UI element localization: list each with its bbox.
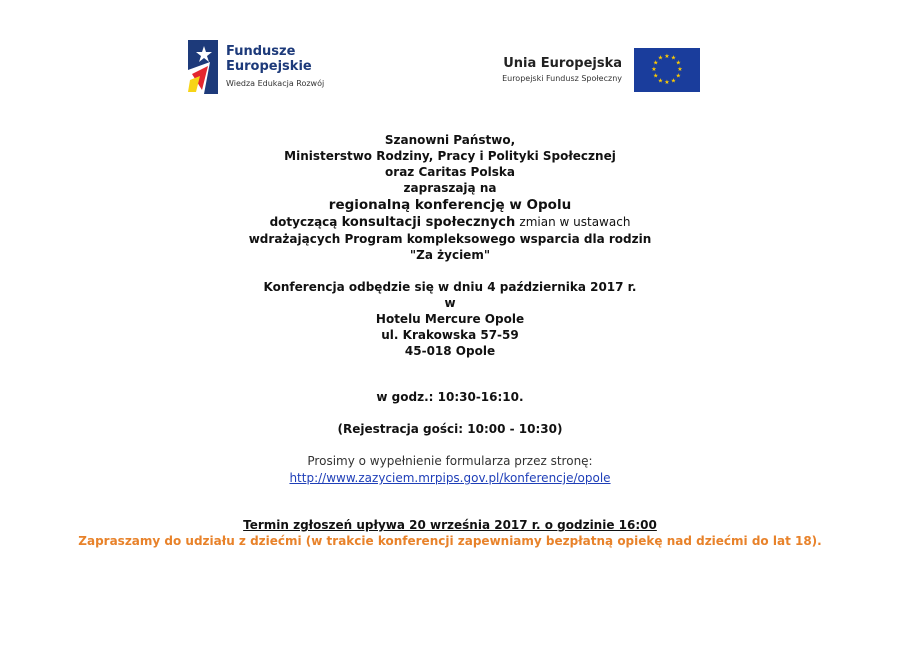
hours: w godz.: 10:30-16:10.: [376, 390, 524, 404]
svg-text:★: ★: [651, 66, 657, 73]
svg-text:★: ★: [675, 59, 681, 67]
fundusze-europejskie-logo: [188, 40, 358, 96]
ministry-name: Ministerstwo Rodziny, Pracy i Polityki Społecznej: [284, 149, 616, 163]
invitation-letter: [0, 132, 900, 549]
svg-text:★: ★: [653, 72, 659, 80]
venue-city: 45-018 Opole: [404, 344, 496, 358]
event-title: regionalną konferencję w Opolu: [328, 197, 572, 213]
ue-logo-title: Unia Europejska: [503, 56, 622, 71]
topic-line-1b: konsultacji społecznych: [341, 215, 516, 230]
svg-text:★: ★: [670, 54, 677, 62]
eu-flag-icon: [634, 48, 700, 92]
invite-verb: zapraszają na: [403, 181, 497, 195]
caritas-name: oraz Caritas Polska: [385, 165, 515, 179]
greeting: Szanowni Państwo,: [384, 133, 516, 147]
venue-preposition: w: [444, 296, 456, 310]
program-name: "Za życiem": [409, 248, 491, 262]
unia-europejska-logo: [486, 46, 700, 94]
topic-line-1: [0, 214, 900, 231]
date-line: Konferencja odbędzie się w dniu 4 października 2017 r.: [263, 280, 637, 294]
fe-logo-line1: Fundusze: [226, 44, 296, 59]
ue-logo-subtitle: Europejski Fundusz Społeczny: [502, 74, 622, 83]
topic-line-1a: dotyczącą: [269, 215, 338, 229]
topic-line-1c: zmian w ustawach: [519, 215, 631, 229]
fe-logo-text: [226, 44, 324, 91]
venue-name: Hotelu Mercure Opole: [375, 312, 525, 326]
children-note: Zapraszamy do udziału z dziećmi (w trakcie konferencji zapewniamy bezpłatną opiekę nad dziećmi do lat 18).: [78, 534, 822, 548]
svg-text:★: ★: [677, 66, 683, 73]
registration-link[interactable]: http://www.zazyciem.mrpips.gov.pl/konferencje/opole: [289, 471, 611, 485]
svg-text:★: ★: [657, 77, 664, 85]
svg-text:★: ★: [670, 77, 677, 85]
svg-text:★: ★: [657, 54, 664, 62]
svg-text:★: ★: [664, 53, 670, 60]
registration-time: (Rejestracja gości: 10:00 - 10:30): [337, 422, 563, 436]
registration-deadline: Termin zgłoszeń upływa 20 września 2017 r. o godzinie 16:00: [243, 518, 657, 532]
svg-text:★: ★: [664, 79, 670, 86]
fe-logo-tagline: Wiedza Edukacja Rozwój: [226, 79, 325, 88]
topic-line-2: wdrażających Program kompleksowego wsparcia dla rodzin: [248, 232, 652, 246]
svg-text:★: ★: [675, 72, 681, 80]
svg-text:★: ★: [653, 59, 659, 67]
ue-logo-text: [502, 56, 622, 83]
logo-bar: [0, 40, 900, 100]
form-request: Prosimy o wypełnienie formularza przez stronę:: [307, 454, 593, 468]
fe-flag-icon: [188, 40, 218, 94]
fe-logo-line2: Europejskie: [226, 59, 312, 74]
venue-street: ul. Krakowska 57-59: [381, 328, 519, 342]
